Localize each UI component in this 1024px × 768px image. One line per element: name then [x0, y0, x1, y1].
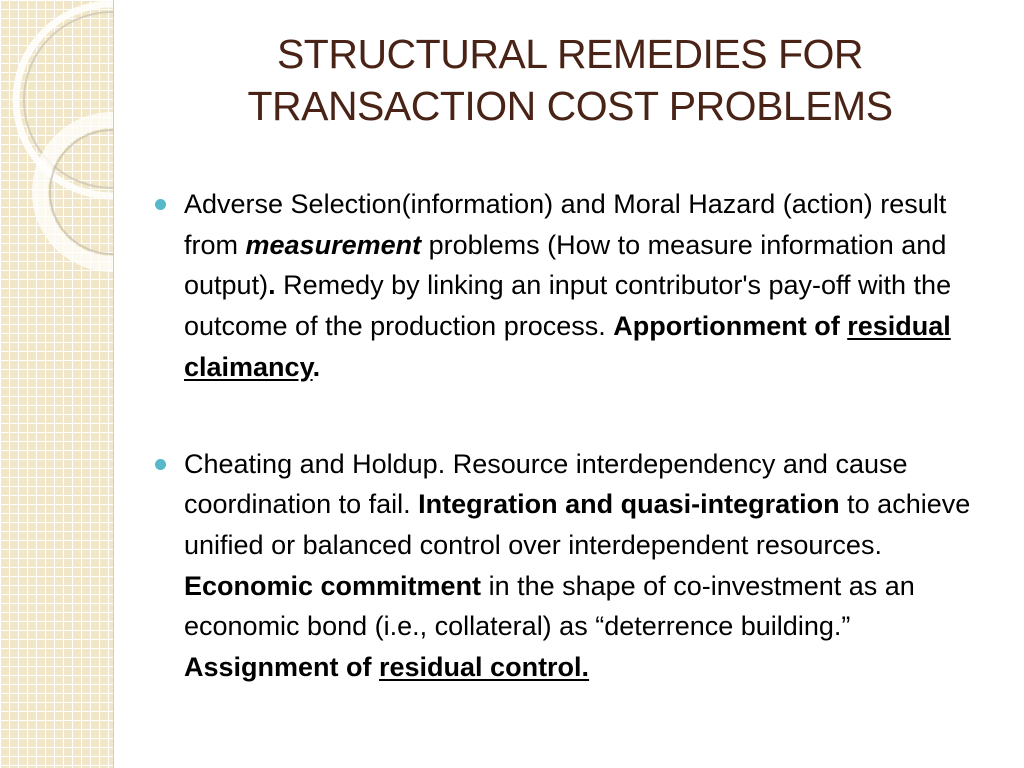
bullet-text: [184, 189, 951, 382]
text-run: problems (How to measure information and output): [184, 229, 947, 301]
slide-title-line-2: TRANSACTION COST PROBLEMS: [247, 83, 893, 129]
emphasis-measurement: measurement: [245, 229, 422, 260]
emphasis-integration: Integration and quasi-integration: [418, 489, 840, 520]
text-run: to achieve unified or balanced control over interdependent resources.: [184, 489, 971, 560]
decorative-side-band: [0, 0, 114, 768]
bullet-dot-icon: [155, 199, 166, 210]
emphasis-economic-commitment: Economic commitment: [184, 570, 482, 601]
bullet-item-adverse-selection: [152, 184, 1002, 388]
emphasis-residual-claimancy: residual claimancy: [184, 311, 951, 382]
text-run: Remedy by linking an input contributor's pay-off with the outcome of the production process.: [184, 270, 952, 342]
bullet-text: [184, 449, 970, 683]
emphasis-assignment: Assignment of: [184, 652, 380, 683]
bullet-list: [152, 184, 1002, 688]
bullet-dot-icon: [155, 459, 166, 470]
text-run: in the shape of co-investment as an economic bond (i.e., collateral) as “deterrence building.”: [184, 570, 915, 642]
text-run: Cheating and Holdup. Resource interdependency and cause coordination to fail.: [184, 448, 908, 520]
bullet-item-cheating-holdup: [152, 444, 1002, 688]
emphasis-apportionment: Apportionment of: [613, 311, 848, 342]
bold-period: .: [312, 351, 321, 382]
text-run: Adverse Selection(information) and Moral Hazard (action) result from: [184, 189, 947, 260]
slide-title: [150, 28, 990, 132]
emphasis-residual-control: residual control.: [379, 652, 590, 683]
slide-title-line-1: STRUCTURAL REMEDIES FOR: [276, 31, 864, 77]
bold-period: .: [268, 270, 276, 301]
decorative-rings-icon: [0, 0, 113, 768]
